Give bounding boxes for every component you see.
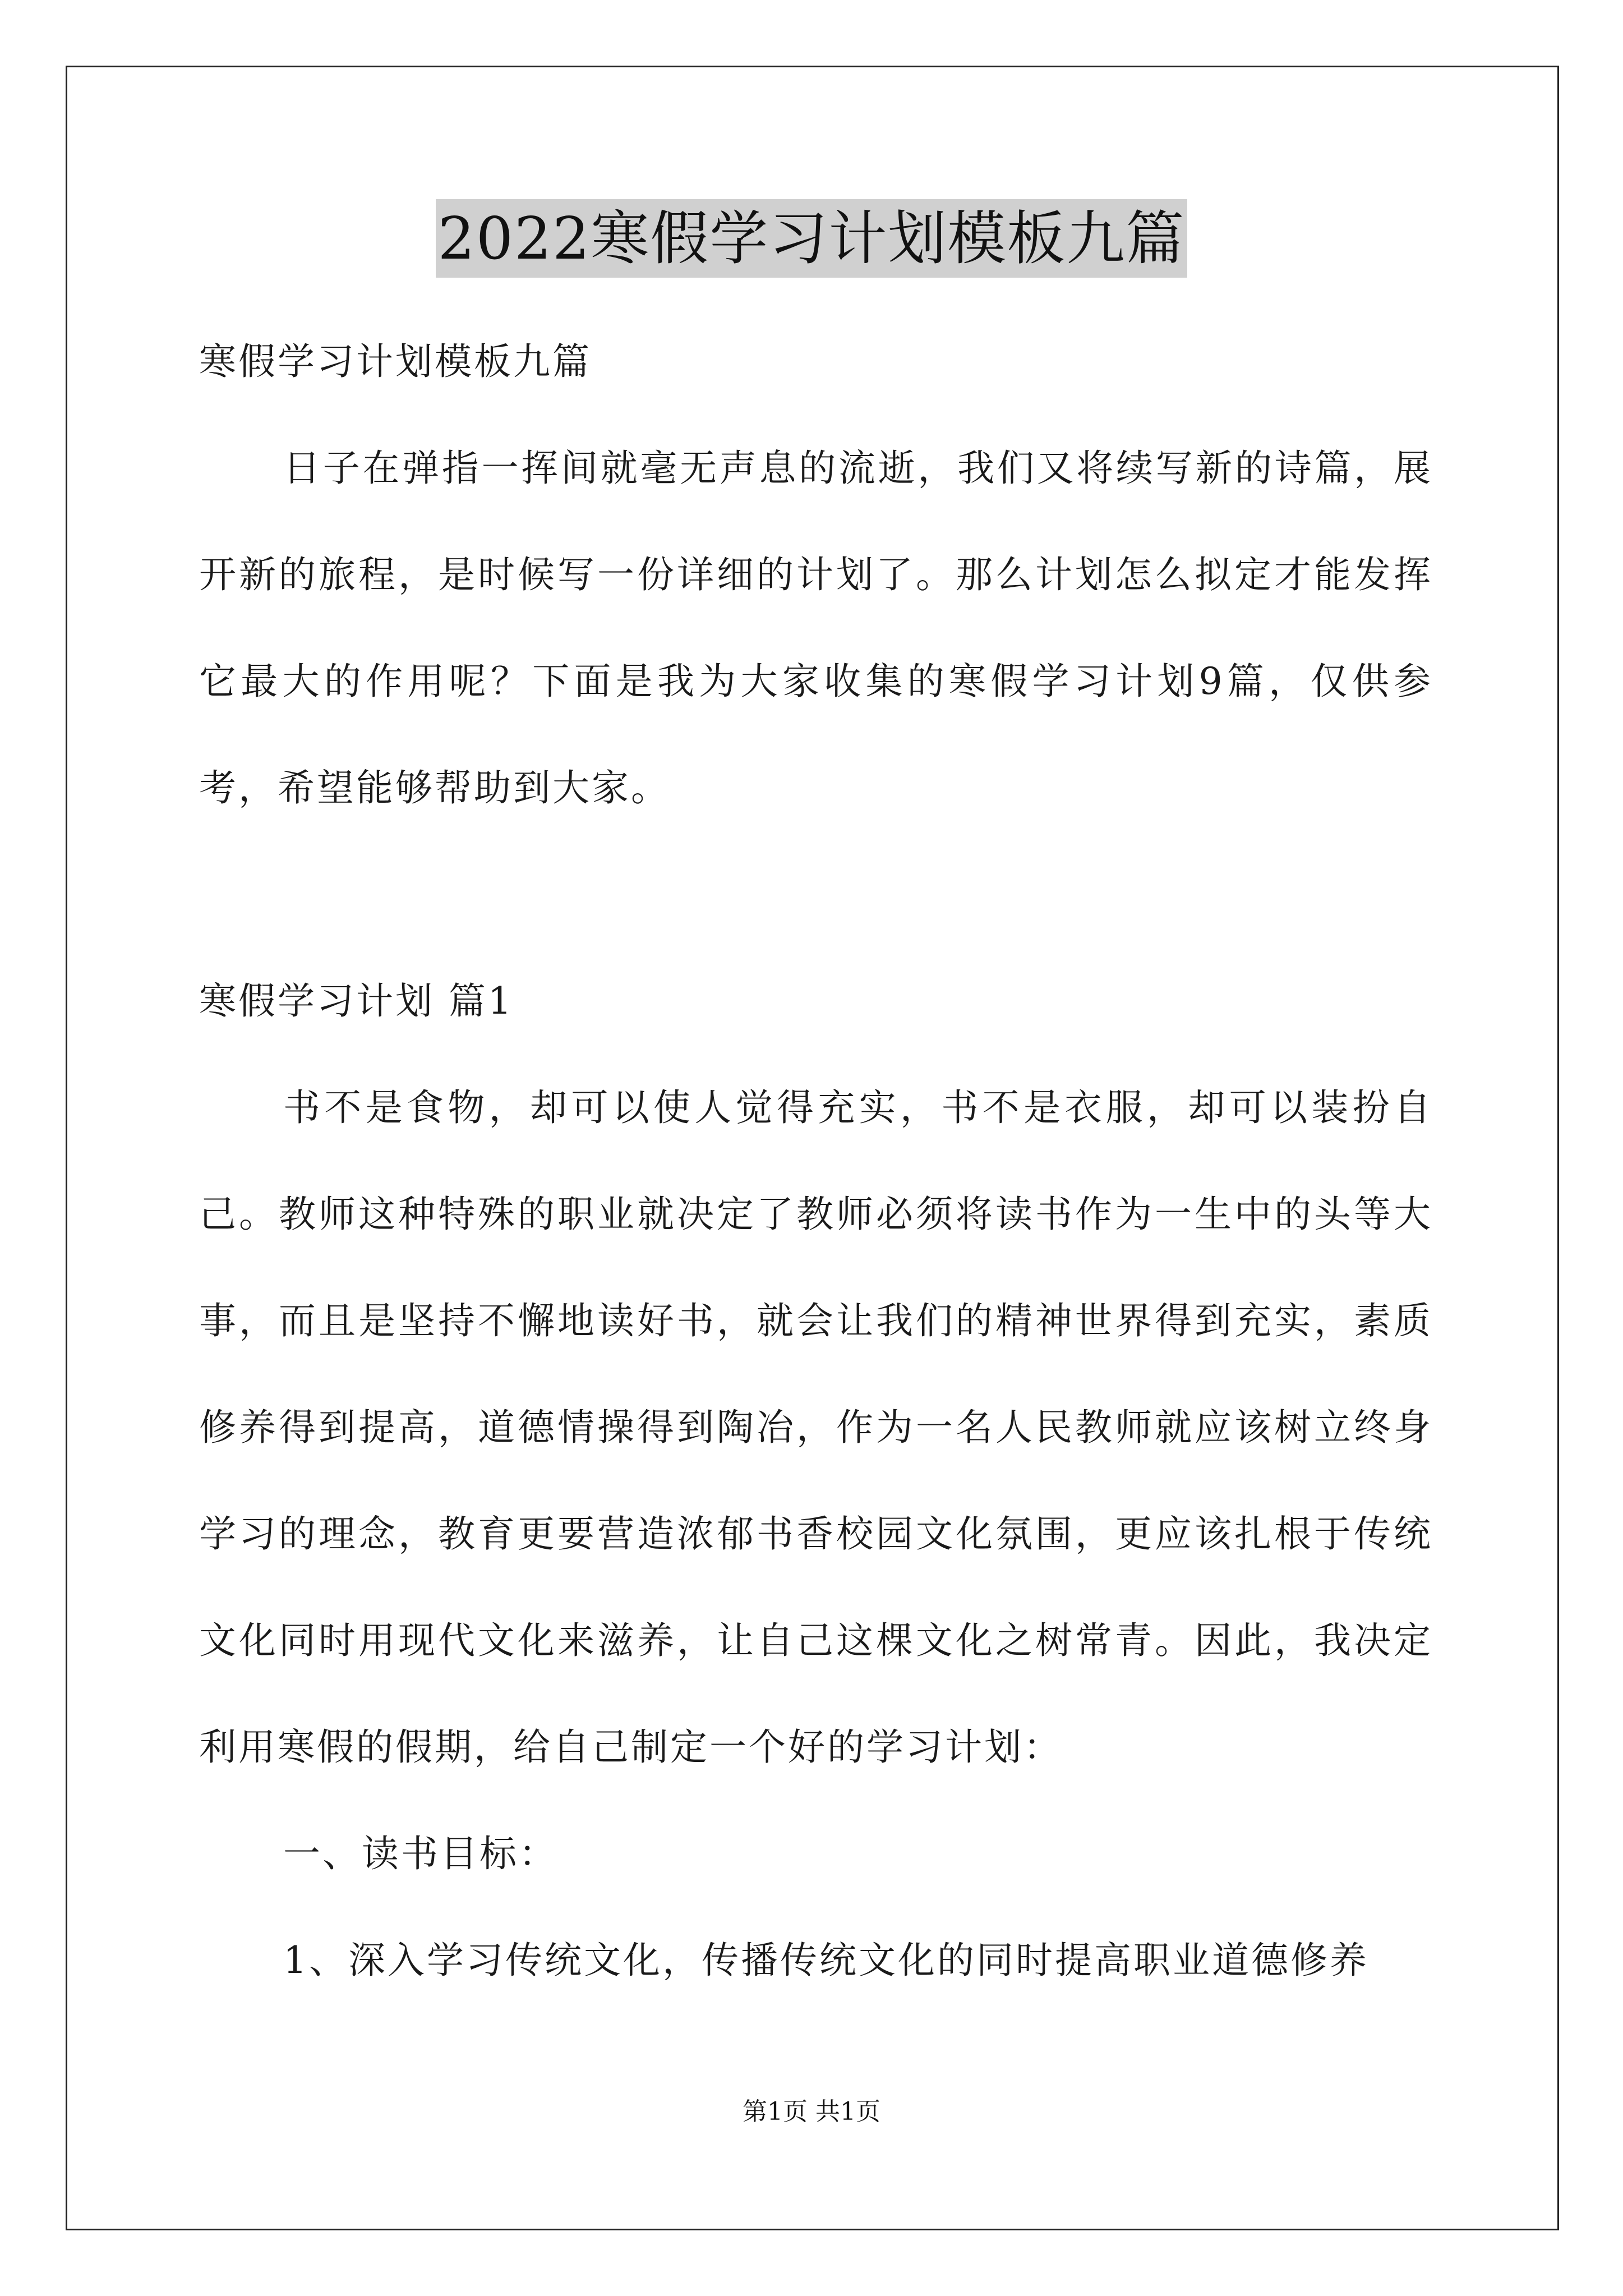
document-body <box>199 309 1433 2014</box>
intro-paragraph: 日子在弹指一挥间就毫无声息的流逝，我们又将续写新的诗篇，展开新的旅程，是时候写一份详细的计划了。那么计划怎么拟定才能发挥它最大的作用呢？下面是我为大家收集的寒假学习计划9篇，仅供参考，希望能够帮助到大家。 <box>199 447 1433 809</box>
section-spacer <box>199 841 1433 948</box>
section-paragraph: 书不是食物，却可以使人觉得充实，书不是衣服，却可以装扮自己。教师这种特殊的职业就决定了教师必须将读书作为一生中的头等大事，而且是坚持不懈地读好书，就会让我们的精神世界得到充实，素质修养得到提高，道德情操得到陶冶，作为一名人民教师就应该树立终身学习的理念，教育更要营造浓郁书香校园文化氛围，更应该扎根于传统文化同时用现代文化来滋养，让自己这棵文化之树常青。因此，我决定利用寒假的假期，给自己制定一个好的学习计划： <box>199 1086 1433 1769</box>
document-title: 2022寒假学习计划模板九篇 <box>436 199 1188 278</box>
list-item: 1、深入学习传统文化，传播传统文化的同时提高职业道德修养 <box>283 1939 1369 1982</box>
section-heading: 寒假学习计划 篇1 <box>199 979 514 1023</box>
list-heading: 一、读书目标： <box>283 1832 558 1875</box>
document-subtitle: 寒假学习计划模板九篇 <box>199 340 592 383</box>
title-container <box>0 199 1623 278</box>
page-footer: 第1页 共1页 <box>743 2097 880 2126</box>
